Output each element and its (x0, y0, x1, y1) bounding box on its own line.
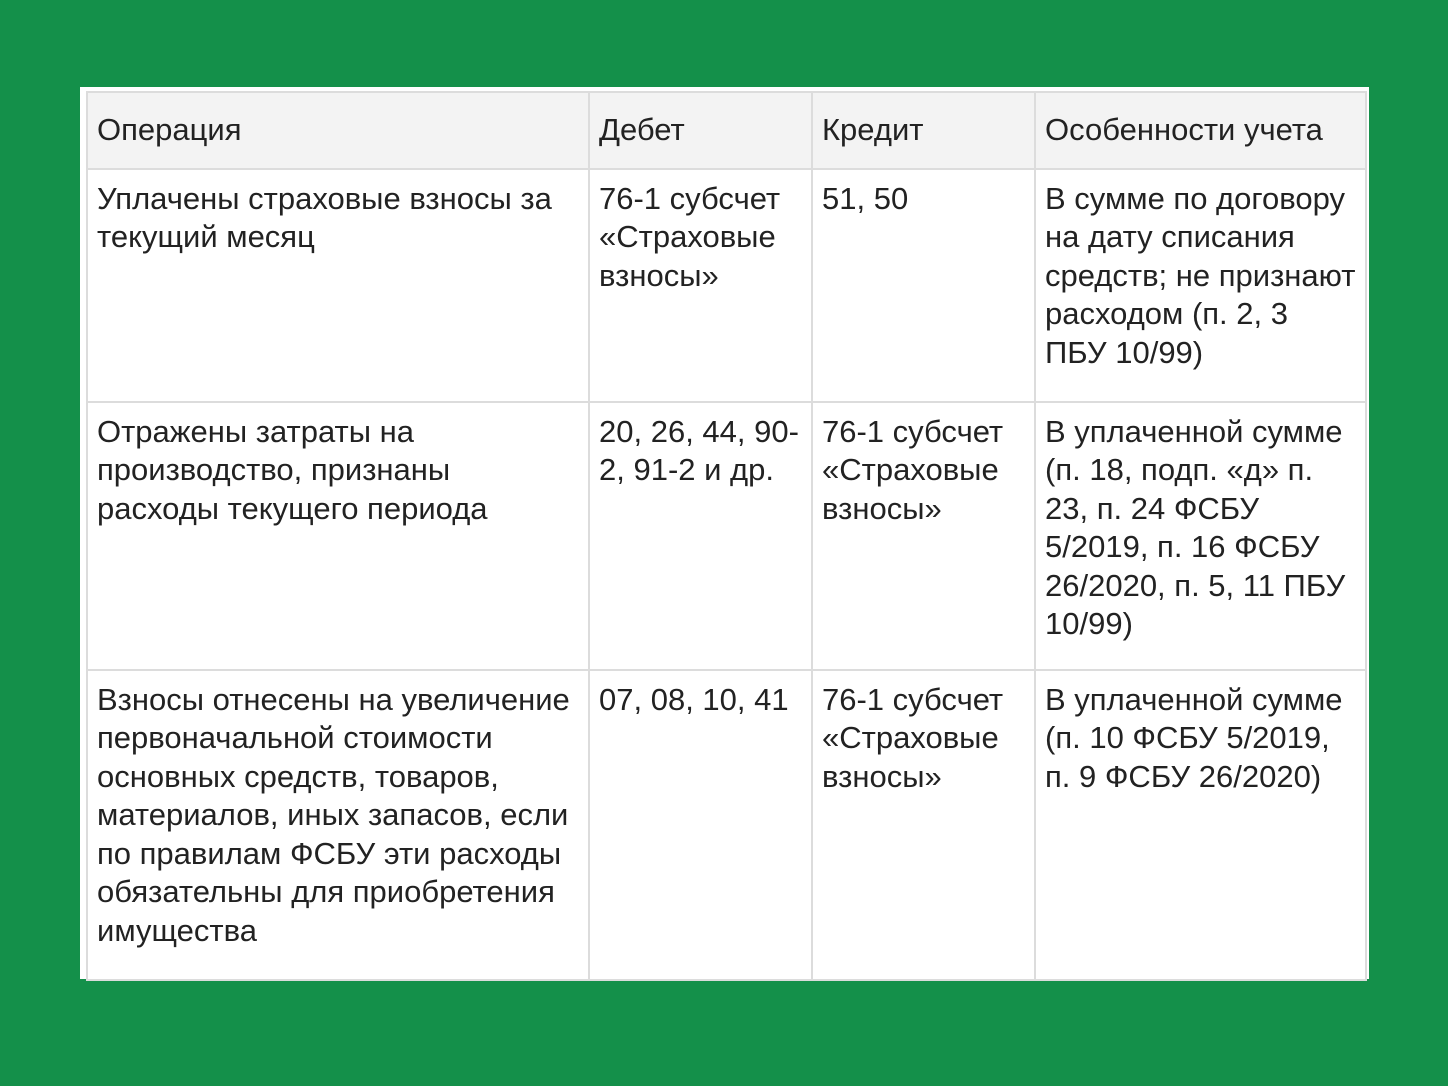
cell-text: 76-1 субсчет «Страховые взносы» (599, 180, 781, 293)
cell-text: 07, 08, 10, 41 (599, 681, 789, 717)
table-row (87, 402, 1366, 670)
header-operation: Операция (87, 92, 589, 169)
cell-text: 76-1 субсчет «Страховые взносы» (822, 681, 1004, 794)
table-row (87, 670, 1366, 980)
cell-credit (812, 169, 1035, 402)
cell-notes (1035, 402, 1366, 670)
cell-text: Взносы отнесены на увеличение первоначальной стоимости основных средств, товаров, материалов, иных запасов, если по правилам ФСБУ эти расходы обязательны для приобретения имущества (97, 681, 570, 948)
cell-text: Отражены затраты на производство, признаны расходы текущего периода (97, 413, 488, 526)
table-card (80, 87, 1369, 979)
cell-operation (87, 670, 589, 980)
cell-text: В уплаченной сумме (п. 18, подп. «д» п. 23, п. 24 ФСБУ 5/2019, п. 16 ФСБУ 26/2020, п. 5, 11 ПБУ 10/99) (1045, 413, 1346, 641)
header-debit: Дебет (589, 92, 812, 169)
cell-text: 51, 50 (822, 180, 909, 216)
cell-notes (1035, 670, 1366, 980)
cell-text: 76-1 субсчет «Страховые взносы» (822, 413, 1004, 526)
cell-text: Уплачены страховые взносы за текущий месяц (97, 180, 552, 254)
cell-text: 20, 26, 44, 90-2, 91-2 и др. (599, 413, 799, 487)
cell-text: В сумме по договору на дату списания средств; не признают расходом (п. 2, 3 ПБУ 10/99) (1045, 180, 1356, 370)
cell-text: В уплаченной сумме (п. 10 ФСБУ 5/2019, п. 9 ФСБУ 26/2020) (1045, 681, 1343, 794)
cell-operation (87, 169, 589, 402)
cell-debit (589, 169, 812, 402)
table-row (87, 169, 1366, 402)
cell-debit (589, 402, 812, 670)
header-notes: Особенности учета (1035, 92, 1366, 169)
table-header-row (87, 92, 1366, 169)
header-credit: Кредит (812, 92, 1035, 169)
cell-credit (812, 402, 1035, 670)
accounting-entries-table (86, 91, 1367, 981)
cell-credit (812, 670, 1035, 980)
cell-debit (589, 670, 812, 980)
cell-notes (1035, 169, 1366, 402)
cell-operation (87, 402, 589, 670)
